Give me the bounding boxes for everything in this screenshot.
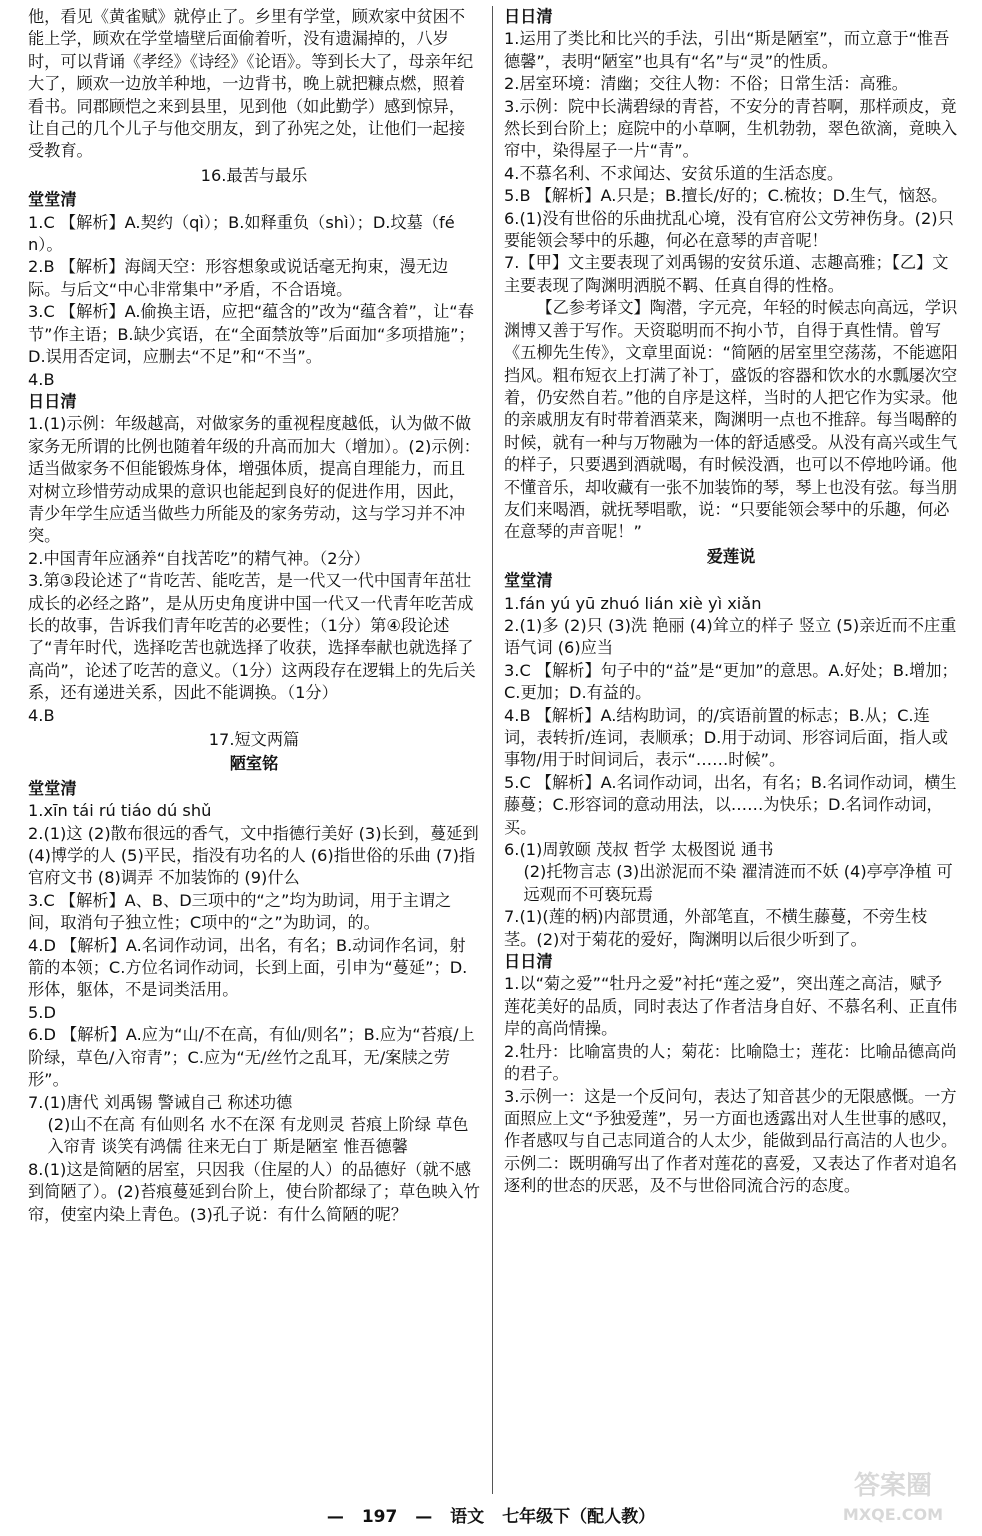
- section-ririqing: 日日清: [504, 952, 553, 972]
- answer-item: 3.C 【解析】A、B、D三项中的“之”均为助词，用于主谓之间，取消句子独立性；C项中的“之”为助词，的。: [28, 890, 452, 933]
- answer-item: 3.示例一：这是一个反问句，表达了知音甚少的无限感慨。一方面照应上文“予独爱莲”，另一方面也透露出对人生世事的感叹，作者感叹与自己志同道合的人太少，能做到品行高洁的人也少。示例二：既明确写出了作者对莲花的喜爱，又表达了作者对追名逐利的世态的厌恶，及不与世俗同流合污的态度。: [504, 1086, 958, 1196]
- answer-item: 1.C 【解析】A.契约（qì）；B.如释重负（shì）；D.坟墓（fén）。: [28, 212, 455, 255]
- answer-item: 8.(1)这是简陋的居室，只因我（住屋的人）的品德好（就不感到简陋了）。(2)苔痕蔓延到台阶上，使台阶都绿了；草色映入竹帘，使室内染上青色。(3)孔子说：有什么简陋的呢？: [28, 1159, 480, 1224]
- answer-item: 4.B: [28, 369, 55, 389]
- answer-item: 4.B: [28, 705, 55, 725]
- answer-item: 2.(1)多 (2)只 (3)洗 艳丽 (4)耸立的样子 竖立 (5)亲近而不庄重 语气词 (6)应当: [504, 615, 957, 658]
- answer-item: 2.牡丹：比喻富贵的人；菊花：比喻隐士；莲花：比喻品德高尚的君子。: [504, 1041, 957, 1084]
- answer-item: 7.(1)(莲的柄)内部贯通，外部笔直，不横生藤蔓，不旁生枝茎。(2)对于菊花的爱好，陶渊明以后很少听到了。: [504, 907, 928, 949]
- section-tangtangqing: 堂堂清: [504, 571, 553, 591]
- lesson-subtitle: 陋室铭: [229, 754, 279, 774]
- answer-item: 5.B 【解析】A.只是；B.擅长/好的；C.梳妆；D.生气，恼怒。: [504, 186, 948, 206]
- answer-item: 2.居室环境：清幽；交往人物：不俗；日常生活：高雅。: [504, 74, 908, 94]
- section-ririqing: 日日清: [28, 391, 77, 411]
- answer-item: 1.xīn tái rú tiáo dú shǔ: [28, 801, 212, 821]
- answer-item: 7.(1)唐代 刘禹锡 警诫自己 称述功德: [28, 1092, 293, 1112]
- footer-dash: —: [326, 1507, 344, 1527]
- answer-item: 1.(1)示例：年级越高，对做家务的重视程度越低，认为做不做家务无所谓的比例也随着年级的升高而加大（增加）。(2)示例：适当做家务不但能锻炼身体，增强体质，提高自理能力，而且对树立珍惜劳动成果的意识也能起到良好的促进作用，因此，青少年学生应适当做些力所能及的家务劳动，这与学习并不冲突。: [28, 414, 480, 546]
- section-tangtangqing: 堂堂清: [28, 190, 77, 210]
- column-divider: [492, 6, 493, 1494]
- right-column: [504, 6, 958, 1198]
- lesson-title-ailianshuo: 爱莲说: [706, 546, 756, 566]
- answer-item: 1.运用了类比和比兴的手法，引出“斯是陋室”，而立意于“惟吾德馨”，表明“陋室”也具有“名”与“灵”的性质。: [504, 29, 950, 71]
- intro-paragraph: 他，看见《黄雀赋》就停止了。乡里有学堂，顾欢家中贫困不能上学，顾欢在学堂墙壁后面偷着听，没有遗漏掉的，八岁时，可以背诵《孝经》《诗经》《论语》。等到长大了，母亲年纪大了，顾欢一边放羊种地，一边背书，晚上就把糠点燃，照着看书。同郡顾恺之来到县里，见到他（如此勤学）感到惊异，让自己的几个儿子与他交朋友，到了孙宪之处，让他们一起接受教育。: [28, 7, 474, 161]
- answer-item: 4.不慕名利、不求闻达、安贫乐道的生活态度。: [504, 163, 844, 183]
- left-column: [28, 6, 480, 1226]
- footer-grade: 七年级下（配人教）: [502, 1507, 656, 1527]
- answer-item: 5.D: [28, 1002, 56, 1022]
- answer-item: 3.C 【解析】句子中的“益”是“更加”的意思。A.好处；B.增加；C.更加；D.有益的。: [504, 660, 958, 703]
- watermark-logo: [818, 1460, 968, 1530]
- answer-item: (2)山不在高 有仙则名 水不在深 有龙则灵 苔痕上阶绿 草色入帘青 谈笑有鸿儒 往来无白丁 斯是陋室 惟吾德馨: [47, 1114, 469, 1157]
- section-ririqing: 日日清: [504, 7, 553, 26]
- section-tangtangqing: 堂堂清: [28, 778, 77, 798]
- translation-paragraph: 【乙参考译文】陶潜，字元亮，年轻的时候志向高远，学识渊博又善于写作。天资聪明而不拘小节，自得于真性情。曾写《五柳先生传》，文章里面说：“简陋的居室里空荡荡，不能遮阳挡风。粗布短衣上打满了补丁，盛饭的容器和饮水的水瓢屡次空着，仍安然自若。”他的自序是这样，当时的人把它作为实录。他的亲戚朋友有时带着酒菜来，陶渊明一点也不推辞。每当喝醉的时候，就有一种与万物融为一体的舒适感受。从没有高兴或生气的样子，只要遇到酒就喝，有时候没酒，也可以不停地吟诵。他不懂音乐，却收藏有一张不加装饰的琴，琴上也没有弦。每当朋友们来喝酒，就抚琴唱歌，说：“只要能领会琴中的乐趣，何必在意琴的声音呢！”: [504, 298, 958, 542]
- page-number: 197: [361, 1507, 398, 1527]
- answer-item: 3.示例：院中长满碧绿的青苔，不安分的青苔啊，那样顽皮，竟然长到台阶上；庭院中的小草啊，生机勃勃，翠色欲滴，竟映入帘中，染得屋子一片“青”。: [504, 96, 958, 161]
- answer-item: 3.C 【解析】A.偷换主语，应把“蕴含的”改为“蕴含着”，让“春节”作主语；B.缺少宾语，在“全面禁放等”后面加“多项措施”；D.误用否定词，应删去“不足”和“不当”。: [28, 302, 475, 367]
- answer-item: 1.fán yú yū zhuó lián xiè yì xiǎn: [504, 593, 762, 613]
- answer-item: 5.C 【解析】A.名词作动词，出名，有名；B.名词作动词，横生藤蔓；C.形容词的意动用法，以……为快乐；D.名词作动词，买。: [504, 772, 957, 837]
- answer-item: 6.(1)周敦颐 茂叔 哲学 太极图说 通书: [504, 840, 774, 860]
- lesson-16-title: 16.最苦与最乐: [200, 165, 308, 185]
- answer-item: 1.以“菊之爱”“牡丹之爱”衬托“莲之爱”，突出莲之高洁，赋予莲花美好的品质，同时表达了作者洁身自好、不慕名利、正直伟岸的高尚情操。: [504, 974, 958, 1039]
- answer-item: 7.【甲】文主要表现了刘禹锡的安贫乐道、志趣高雅；【乙】文主要表现了陶渊明洒脱不羁、任真自得的性格。: [504, 253, 949, 295]
- footer-dash: —: [415, 1507, 433, 1527]
- answer-item: 6.(1)没有世俗的乐曲扰乱心境，没有官府公文劳神伤身。(2)只要能领会琴中的乐趣，何必在意琴的声音呢！: [504, 208, 954, 251]
- answer-item: 4.D 【解析】A.名词作动词，出名，有名；B.动词作名词，射箭的本领；C.方位名词作动词，长到上面，引申为“蔓延”；D.形体，躯体，不是词类活用。: [28, 935, 468, 1000]
- answer-item: 6.D 【解析】A.应为“山/不在高，有仙/则名”；B.应为“苔痕/上阶绿，草色/入帘青”；C.应为“无/丝竹之乱耳，无/案牍之劳形”。: [28, 1025, 475, 1090]
- footer-subject: 语文: [450, 1507, 485, 1527]
- answer-item: 2.(1)这 (2)散布很远的香气，文中指德行美好 (3)长到，蔓延到 (4)博学的人 (5)平民，指没有功名的人 (6)指世俗的乐曲 (7)指官府文书 (8)调弄 不加装饰的 (9)什么: [28, 823, 479, 888]
- watermark-line1: 答案圈: [853, 1471, 933, 1501]
- lesson-17-title: 17.短文两篇: [208, 730, 300, 749]
- answer-item: (2)托物言志 (3)出淤泥而不染 濯清涟而不妖 (4)亭亭净植 可远观而不可亵玩焉: [523, 862, 953, 904]
- answer-item: 2.B 【解析】海阔天空：形容想象或说话毫无拘束，漫无边际。与后文“中心非常集中”矛盾，不合语境。: [28, 257, 449, 299]
- answer-item: 3.第③段论述了“肯吃苦、能吃苦，是一代又一代中国青年茁壮成长的必经之路”，是从历史角度讲中国一代又一代青年吃苦成长的故事，告诉我们青年吃苦的必要性；（1分）第④段论述了“青年时代，选择吃苦也就选择了收获，选择奉献也就选择了高尚”，论述了吃苦的意义。（1分）这两段存在逻辑上的先后关系，还有递进关系，因此不能调换。（1分）: [28, 571, 476, 703]
- answer-item: 4.B 【解析】A.结构助词，的/宾语前置的标志；B.从；C.连词，表转折/连词，表顺承；D.用于动词、形容词后面，指人或事物/用于时间词后，表示“……时候”。: [504, 705, 948, 770]
- answer-item: 2.中国青年应涵养“自找苦吃”的精气神。（2分）: [28, 548, 370, 568]
- watermark-line2: MXQE.COM: [842, 1505, 944, 1524]
